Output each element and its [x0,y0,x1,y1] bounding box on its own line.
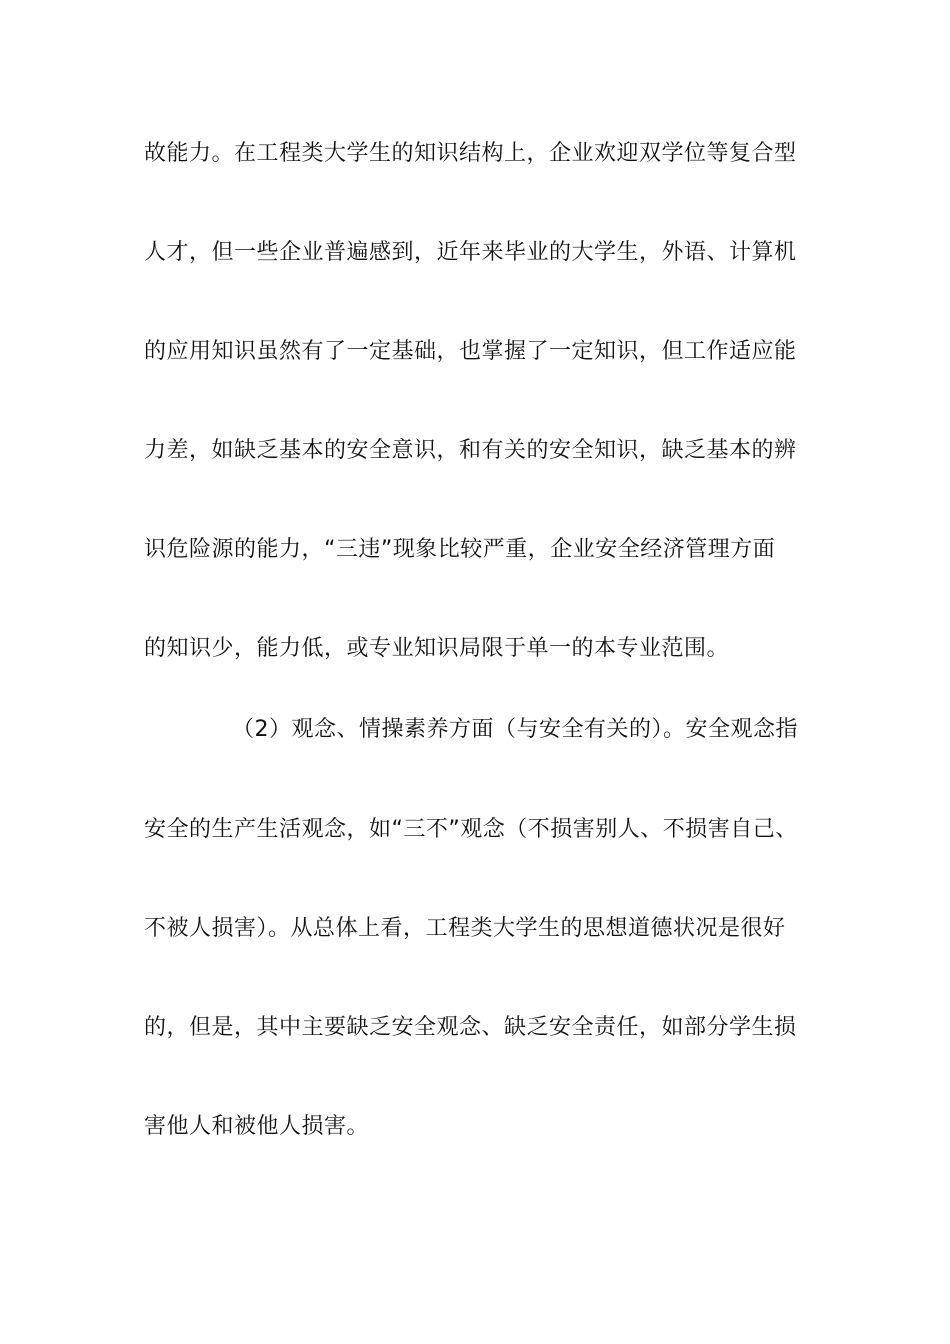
section-heading-line: （2）观念、情操素养方面（与安全有关的）。安全观念指 [232,717,798,742]
paragraph-line: 害他人和被他人损害。 [144,1114,370,1139]
paragraph-line: 识危险源的能力，“三违”现象比较严重，企业安全经济管理方面 [144,537,776,562]
paragraph-line: 安全的生产生活观念，如“三不”观念（不损害别人、不损害自己、 [144,817,798,842]
paragraph-line: 的，但是，其中主要缺乏安全观念、缺乏安全责任，如部分学生损 [144,1015,797,1040]
paragraph-line: 不被人损害）。从总体上看，工程类大学生的思想道德状况是很好 [144,916,786,941]
paragraph-line: 的应用知识虽然有了一定基础，也掌握了一定知识，但工作适应能 [144,339,797,364]
paragraph-line: 的知识少，能力低，或专业知识局限于单一的本专业范围。 [144,636,730,661]
paragraph-line: 人才，但一些企业普遍感到，近年来毕业的大学生，外语、计算机 [144,240,797,265]
paragraph-line: 故能力。在工程类大学生的知识结构上，企业欢迎双学位等复合型 [144,141,797,166]
paragraph-line: 力差，如缺乏基本的安全意识，和有关的安全知识，缺乏基本的辨 [144,438,797,463]
